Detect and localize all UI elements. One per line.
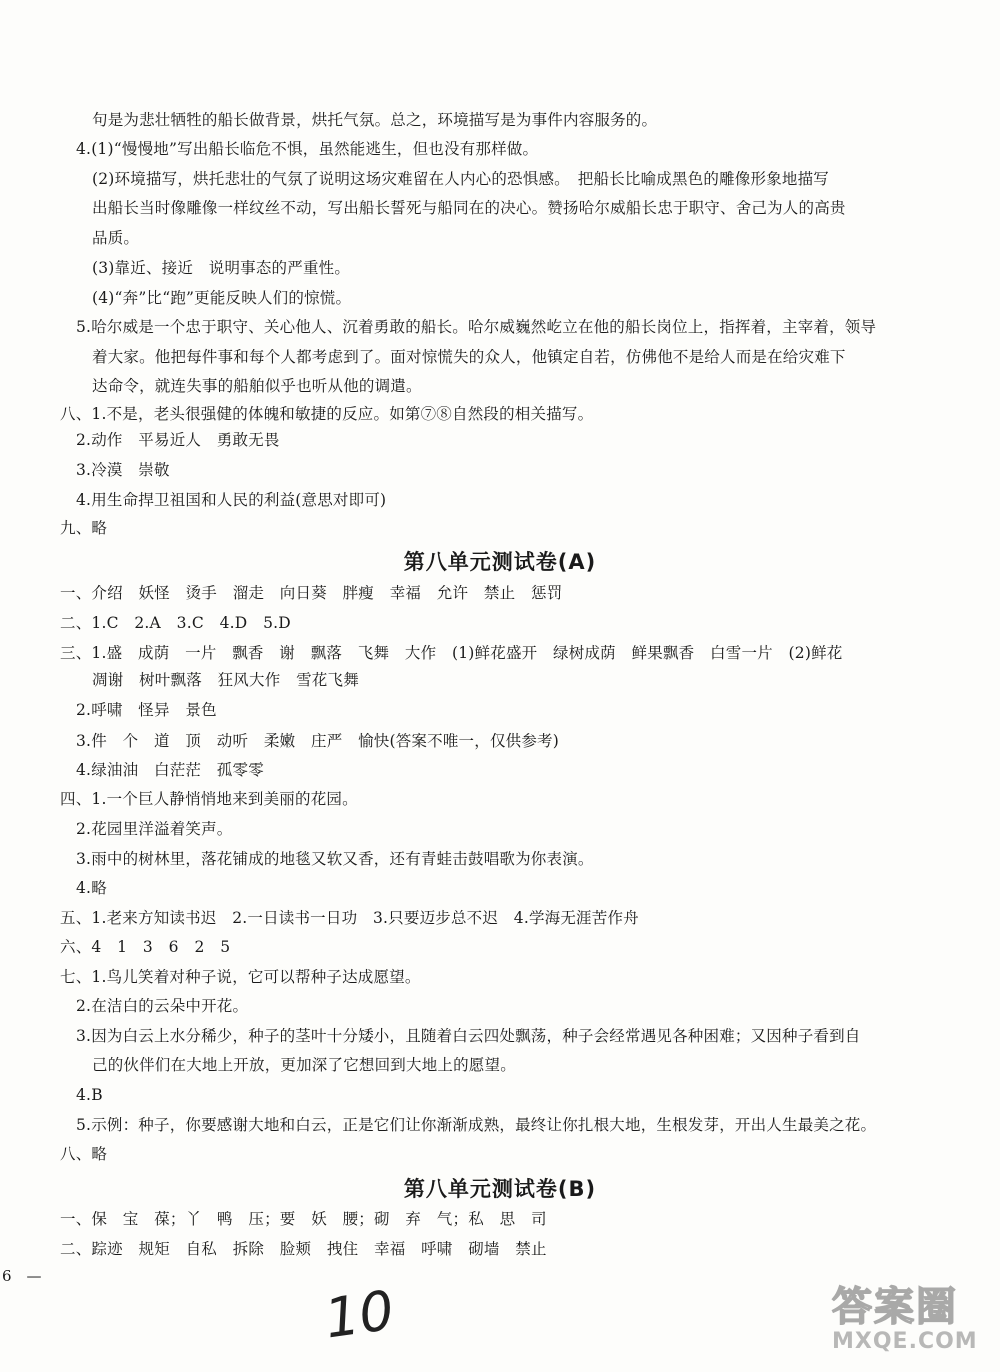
text-line: 3.件 个 道 顶 动听 柔嫩 庄严 愉快(答案不唯一，仅供参考) (76, 732, 559, 750)
handwritten-number: 10 (320, 1278, 398, 1351)
text-line: 八、略 (60, 1145, 108, 1163)
text-line: 4.绿油油 白茫茫 孤零零 (76, 761, 264, 779)
text-line: 一、介绍 妖怪 烫手 溜走 向日葵 胖瘦 幸福 允许 禁止 惩罚 (60, 584, 563, 602)
text-line: 句是为悲壮牺牲的船长做背景，烘托气氛。总之，环境描写是为事件内容服务的。 (92, 111, 658, 129)
text-line: 九、略 (60, 519, 108, 537)
watermark-bottom-text: MXQE.COM (832, 1329, 978, 1354)
page-number: 6 — (2, 1267, 42, 1285)
text-line: 3.因为白云上水分稀少，种子的茎叶十分矮小，且随着白云四处飘荡，种子会经常遇见各种困难；又因种子看到自 (76, 1027, 861, 1045)
text-line: (4)“奔”比“跑”更能反映人们的惊慌。 (92, 289, 352, 307)
text-line: 己的伙伴们在大地上开放，更加深了它想回到大地上的愿望。 (92, 1056, 516, 1074)
text-line: (3)靠近、接近 说明事态的严重性。 (92, 259, 351, 277)
text-line: 3.雨中的树林里，落花铺成的地毯又软又香，还有青蛙击鼓唱歌为你表演。 (76, 850, 594, 868)
text-line: 二、踪迹 规矩 自私 拆除 脸颊 拽住 幸福 呼啸 砌墙 禁止 (60, 1240, 547, 1258)
text-line: 5.示例：种子，你要感谢大地和白云，正是它们让你渐渐成熟，最终让你扎根大地，生根发芽，开出人生最美之花。 (76, 1116, 877, 1134)
text-line: 4.(1)“慢慢地”写出船长临危不惧，虽然能逃生，但也没有那样做。 (76, 140, 539, 158)
text-line: 2.呼啸 怪异 景色 (76, 701, 217, 719)
section-title-a: 第八单元测试卷(A) (403, 550, 597, 574)
text-line: 七、1.鸟儿笑着对种子说，它可以帮种子达成愿望。 (60, 968, 421, 986)
text-line: 出船长当时像雕像一样纹丝不动，写出船长誓死与船同在的决心。赞扬哈尔威船长忠于职守、舍己为人的高贵 (92, 199, 846, 217)
text-line: 八、1.不是，老头很强健的体魄和敏捷的反应。如第⑦⑧自然段的相关描写。 (60, 405, 594, 423)
text-line: 四、1.一个巨人静悄悄地来到美丽的花园。 (60, 790, 358, 808)
text-line: 2.在洁白的云朵中开花。 (76, 997, 249, 1015)
text-line: 二、1.C 2.A 3.C 4.D 5.D (60, 614, 291, 632)
text-line: 凋谢 树叶飘落 狂风大作 雪花飞舞 (92, 671, 359, 689)
text-line: 六、4 1 3 6 2 5 (60, 938, 231, 956)
text-line: 品质。 (92, 229, 140, 247)
watermark-top-text: 答案圈 (832, 1284, 958, 1330)
text-line: 着大家。他把每件事和每个人都考虑到了。面对惊慌失的众人，他镇定自若，仿佛他不是给人而是在给灾难下 (92, 348, 846, 366)
text-line: 4.略 (76, 879, 107, 897)
text-line: 达命令，就连失事的船舶似乎也听从他的调遣。 (92, 377, 422, 395)
text-line: 2.动作 平易近人 勇敢无畏 (76, 431, 280, 449)
section-title-b: 第八单元测试卷(B) (403, 1177, 597, 1201)
text-line: 三、1.盛 成荫 一片 飘香 谢 飘落 飞舞 大作 (1)鲜花盛开 绿树成荫 鲜果飘香 白雪一片 (2)鲜花 (60, 644, 843, 662)
watermark-logo (832, 1285, 992, 1365)
text-line: 2.花园里洋溢着笑声。 (76, 820, 233, 838)
text-line: 一、保 宝 葆；丫 鸭 压；要 妖 腰；砌 弃 气；私 思 司 (60, 1210, 547, 1228)
text-line: 五、1.老来方知读书迟 2.一日读书一日功 3.只要迈步总不迟 4.学海无涯苦作舟 (60, 909, 639, 927)
text-line: 5.哈尔威是一个忠于职守、关心他人、沉着勇敢的船长。哈尔威巍然屹立在他的船长岗位上，指挥着，主宰着，领导 (76, 318, 877, 336)
text-line: (2)环境描写，烘托悲壮的气氛了说明这场灾难留在人内心的恐惧感。 把船长比喻成黑色的雕像形象地描写 (92, 170, 830, 188)
text-line: 4.B (76, 1086, 103, 1104)
text-line: 4.用生命捍卫祖国和人民的利益(意思对即可) (76, 491, 387, 509)
text-line: 3.冷漠 崇敬 (76, 461, 170, 479)
